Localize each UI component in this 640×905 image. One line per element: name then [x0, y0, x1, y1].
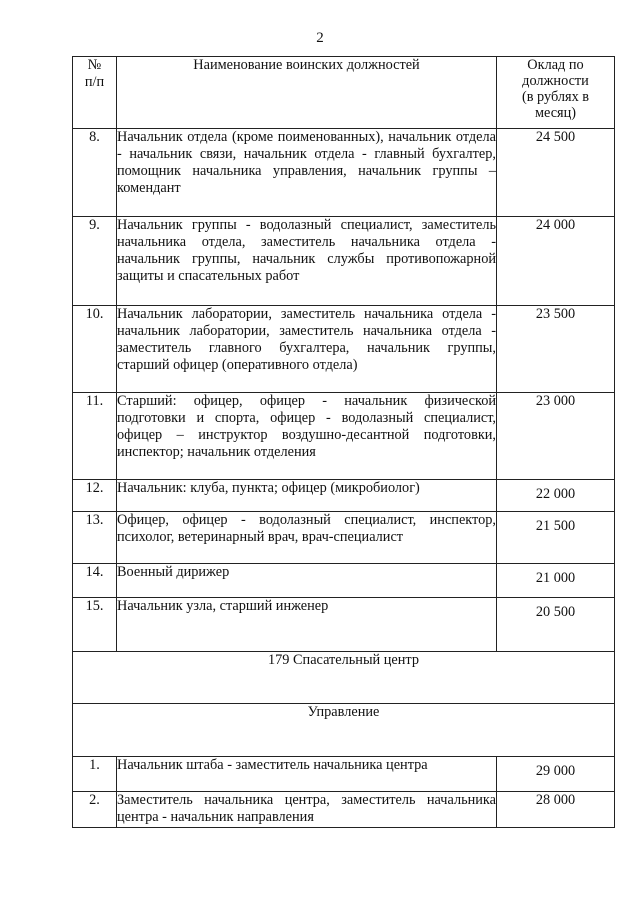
header-salary [497, 57, 615, 129]
header-position-name: Наименование воинских должностей [117, 57, 497, 129]
row-salary: 28 000 [497, 792, 615, 828]
header-salary-line: (в рублях в [521, 89, 590, 105]
row-salary-value: 21 500 [535, 518, 576, 534]
table-row [73, 217, 615, 306]
row-number: 13. [73, 512, 117, 564]
section-row [73, 652, 615, 704]
header-number [73, 57, 117, 129]
subsection-row [73, 704, 615, 757]
row-number: 14. [73, 564, 117, 598]
table-row [73, 757, 615, 792]
row-salary [497, 512, 615, 564]
subsection-title: Управление [73, 704, 615, 757]
row-number: 9. [73, 217, 117, 306]
row-salary-value: 21 000 [535, 570, 576, 586]
table-row [73, 598, 615, 652]
row-number: 8. [73, 129, 117, 217]
table-row [73, 512, 615, 564]
header-salary-line: должности [522, 73, 589, 89]
table-row [73, 564, 615, 598]
row-position: Начальник лаборатории, заместитель начальника отдела - начальник лаборатории, заместитель начальника отдела - заместитель главного бухгалтера, начальник группы, старший офицер (оперативного отдела) [117, 306, 497, 393]
table-row [73, 480, 615, 512]
header-number-sign: № [87, 57, 102, 73]
table-row [73, 393, 615, 480]
row-number: 10. [73, 306, 117, 393]
row-number: 1. [73, 757, 117, 792]
table-row [73, 792, 615, 828]
row-salary [497, 598, 615, 652]
row-salary [497, 480, 615, 512]
salary-table [72, 56, 615, 828]
row-position: Старший: офицер, офицер - начальник физической подготовки и спорта, офицер - водолазный специалист, офицер – инструктор воздушно-десантной подготовки, инспектор; начальник отделения [117, 393, 497, 480]
table-row [73, 306, 615, 393]
table-row [73, 129, 615, 217]
row-salary: 24 000 [497, 217, 615, 306]
row-position: Начальник группы - водолазный специалист, заместитель начальника отдела, заместитель начальника отдела - начальник группы, начальник службы противопожарной защиты и спасательных работ [117, 217, 497, 306]
row-position: Начальник отдела (кроме поименованных), начальник отдела - начальник связи, начальник отдела - главный бухгалтер, помощник начальника управления, начальник группы – комендант [117, 129, 497, 217]
table-header-row [73, 57, 615, 129]
row-salary-value: 22 000 [535, 486, 576, 502]
row-salary: 23 000 [497, 393, 615, 480]
row-number: 12. [73, 480, 117, 512]
row-salary [497, 757, 615, 792]
row-position: Начальник узла, старший инженер [117, 598, 497, 652]
row-number: 15. [73, 598, 117, 652]
row-position: Начальник: клуба, пункта; офицер (микробиолог) [117, 480, 497, 512]
section-title: 179 Спасательный центр [73, 652, 615, 704]
row-salary-value: 29 000 [535, 763, 576, 779]
header-salary-line: Оклад по [527, 57, 584, 73]
header-number-abbr: п/п [84, 74, 105, 90]
row-number: 11. [73, 393, 117, 480]
page-number: 2 [316, 30, 324, 46]
row-position: Начальник штаба - заместитель начальника центра [117, 757, 497, 792]
row-salary-value: 20 500 [535, 604, 576, 620]
row-salary [497, 564, 615, 598]
row-position: Заместитель начальника центра, заместитель начальника центра - начальник направления [117, 792, 497, 828]
row-position: Офицер, офицер - водолазный специалист, инспектор, психолог, ветеринарный врач, врач-специалист [117, 512, 497, 564]
row-position: Военный дирижер [117, 564, 497, 598]
header-salary-line: месяц) [534, 105, 577, 121]
row-number: 2. [73, 792, 117, 828]
row-salary: 24 500 [497, 129, 615, 217]
row-salary: 23 500 [497, 306, 615, 393]
